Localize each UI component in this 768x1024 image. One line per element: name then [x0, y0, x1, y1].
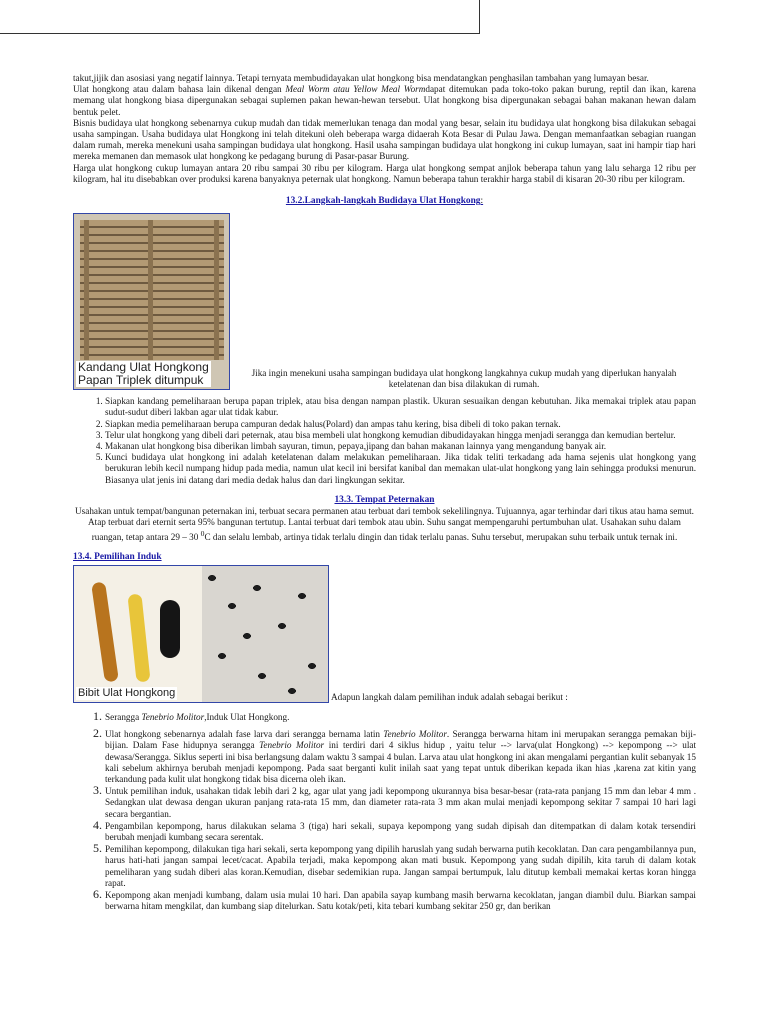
heading-langkah-budidaya: 13.2.Langkah-langkah Budidaya Ulat Hongkong:: [285, 196, 484, 207]
paragraph-intro: takut,jijik dan asosiasi yang negatif lainnya. Tetapi ternyata membudidayakan ulat hongkong bisa mendatangkan penghasilan tambahan yang lumayan besar.: [73, 73, 649, 83]
kandang-side-text: Jika ingin menekuni usaha sampingan budidaya ulat hongkong langkahnya cukup mudah yang diperlukan hanyalah ketelatenan dan bisa dilakukan di rumah.: [251, 367, 677, 390]
bibit-photo: [73, 565, 329, 703]
list-item: 2. Siapkan media pemeliharaan berupa campuran dedak halus(Polard) dan ampas tahu kering, bisa dibeli di toko pakan ternak.: [105, 419, 696, 430]
list-item: 2. Ulat hongkong sebenarnya adalah fase larva dari serangga bernama latin Tenebrio Molitor. Serangga berwarna hitam ini merupakan serangga pemakan biji-bijian. Dalam Fase hidupnya serangga Tenebrio Molitor ini terdiri dari 4 siklus hidup , yaitu telur --> larva(ulat Hongkong) --> kepompong --> ulat dewasa/Serangga. Siklus seperti ini bisa berlangsung dalam waktu 3 sampai 4 bulan. Larva atau ulat hongkong ini akan mengalami pergantian kulit sebanyak 15 kali sebelum akhirnya berubah menjadi kepompong. Pada saat berganti kulit inilah saat yang tepat untuk diberikan kepada ikan hias ,karena zat kitin yang terkandung pada kulit ulat hongkong tidak bisa dicerna oleh ikan.: [105, 728, 696, 785]
beetles-image: [202, 566, 329, 703]
list-item: 1. Siapkan kandang pemeliharaan berupa papan triplek, atau bisa dengan nampan plastik. Ukuran sesuaikan dengan kebutuhan. Jika memakai triplek atau papan sudut-sudut diberi lakban agar ulat tidak kabur.: [105, 396, 696, 418]
larva-brown-image: [91, 581, 119, 682]
list-item: 6. Kepompong akan menjadi kumbang, dalam usia mulai 10 hari. Dan apabila sayap kumbang masih berwarna kecoklatan, jangan diambil dulu. Biarkan sampai berwarna hitam mengkilat, dan kumbang siap ditelurkan. Satu kotak/peti, kita tebari kumbang sekitar 250 gr, dan berikan: [105, 889, 696, 912]
list-item: 1. Serangga Tenebrio Molitor,Induk Ulat Hongkong.: [105, 711, 696, 723]
bibit-side-text: Adapun langkah dalam pemilihan induk adalah sebagai berikut :: [331, 691, 568, 702]
kandang-photo-caption: Kandang Ulat Hongkong Papan Triplek ditumpuk: [78, 360, 209, 388]
list-item: 4. Makanan ulat hongkong bisa diberikan limbah sayuran, timun, pepaya,jipang dan bahan makanan lainnya yang mengandung banyak air.: [105, 441, 696, 452]
list-item: 5. Kunci budidaya ulat hongkong ini adalah ketelatenan dalam melakukan pemeliharaan. Jika tidak teliti terkadang ada hama sejenis ulat hongkong yang berukuran lebih kecil numpang hidup pada media, namun ulat kecil ini bersifat kanibal dan memakan ulat-ulat hongkong yang lain sehingga produksi menurun. Biasanya ulat jenis ini datang dari media dedak halus dan dari lingkungan sekitar.: [105, 452, 696, 486]
list-item: 5. Pemilihan kepompong, dilakukan tiga hari sekali, serta kepompong yang dipilih haruslah yang sudah berwarna putih kecoklatan. Dan cara pengambilannya pun, harus hati-hati jangan sampai lecet/cacat. Apabila terjadi, maka kepompong akan mati busuk. Kepompong yang sudah dipilih, kita taruh di dalam kotak pemeliharan yang sudah diberi alas koran.Kemudian, disebar sedemikian rupa. Jangan sampai bertumpuk, lalu ditutup kembali memakai kertas koran hingga rapat.: [105, 843, 696, 889]
langkah-list: [73, 396, 696, 486]
bibit-photo-caption: Bibit Ulat Hongkong: [78, 686, 176, 699]
kandang-photo: [73, 213, 230, 390]
beetle-image: [160, 600, 180, 658]
photo2-row: [73, 565, 696, 703]
paragraph-tempat: Usahakan untuk tempat/bangunan peternakan ini, terbuat secara permanen atau terbuat dari tembok sekelilingnya. Tujuannya, agar terhindar dari tikus atau hama semut. Atap terbuat dari eternit serta 95% bangunan tertutup. Lantai terbuat dari tembok atau ubin. Suhu sangat mempengaruhi pertumbuhan ulat. Usahakan suhu dalam ruangan, tetap antara 29 – 30 $^0$C dan selalu lembab, artinya tidak terlalu dingin dan tidak terlalu panas. Suhu tersebut, merupakan suhu terbaik untuk ternak ini.: [75, 506, 694, 543]
document-body: [73, 73, 696, 912]
larva-yellow-image: [127, 593, 150, 682]
heading-pemilihan-induk: 13.4. Pemilihan Induk: [73, 551, 162, 562]
paragraph-bisnis: Bisnis budidaya ulat hongkong sebenarnya cukup mudah dan tidak memerlukan tenaga dan modal yang besar, selain itu budidaya ulat hongkong bisa dilakukan sebagai usaha sampingan. Usaha budidaya ulat Hongkong ini telah ditekuni oleh beberapa warga didaerah Kota Besar di Pulau Jawa. Dengan memanfaatkan sebagian ruangan dalam rumah, mereka menekuni usaha sampingan budidaya ulat hongkong. Hasil usaha sampingan budidaya ulat hongkong ini cukup lumayan, saat ini hampir tiap hari mereka memanen dan memasok ulat hongkong ke pedagang burung di Pasar-pasar Burung.: [73, 117, 696, 162]
paragraph-ulat-hongkong: Ulat hongkong atau dalam bahasa lain dikenal dengan Meal Worm atau Yellow Meal Wormdapat ditemukan pada toko-toko pakan burung, reptil dan ikan, karena memang ulat hongkong biasa dipergunakan sebagai suplemen pakan hewan-hewan tersebut. Ulat hongkong bisa dipergunakan sebagai bahan makanan hewan dalam bentuk pelet.: [73, 84, 697, 117]
list-item: 4. Pengambilan kepompong, harus dilakukan selama 3 (tiga) hari sekali, supaya kepompong yang sudah dipisah dan ditempatkan di dalam kotak tersendiri berubah menjadi kumbang secara serentak.: [105, 820, 696, 843]
pemilihan-induk-list: [73, 711, 696, 912]
top-input-box: [0, 0, 480, 34]
photo1-row: [73, 213, 696, 390]
list-item: 3. Telur ulat hongkong yang dibeli dari peternak, atau bisa membeli ulat hongkong kemudian dibudidayakan hingga menjadi serangga dan kemudian bertelur.: [105, 430, 696, 441]
paragraph-harga: Harga ulat hongkong cukup lumayan antara 20 ribu sampai 30 ribu per kilogram. Harga ulat hongkong sempat anjlok beberapa tahun yang lalu seharga 12 ribu per kilogram, hal itu disebabkan over produksi karena banyaknya peternak ulat hongkong. Namun beberapa tahun terakhir harga stabil di kisaran 20-30 ribu per kilogram.: [73, 162, 696, 184]
heading-tempat-peternakan: 13.3. Tempat Peternakan: [334, 494, 435, 505]
list-item: 3. Untuk pemilihan induk, usahakan tidak lebih dari 2 kg, agar ulat yang jadi kepompong ukurannya bisa besar-besar (rata-rata panjang 15 mm dan lebar 4 mm . Sedangkan ulat dewasa dengan ukuran panjang rata-rata 15 mm, dan diameter rata-rata 3 mm akan mulai menjadi kepompong sekitar 7 sampai 10 hari lagi secara bergantian.: [105, 785, 696, 820]
